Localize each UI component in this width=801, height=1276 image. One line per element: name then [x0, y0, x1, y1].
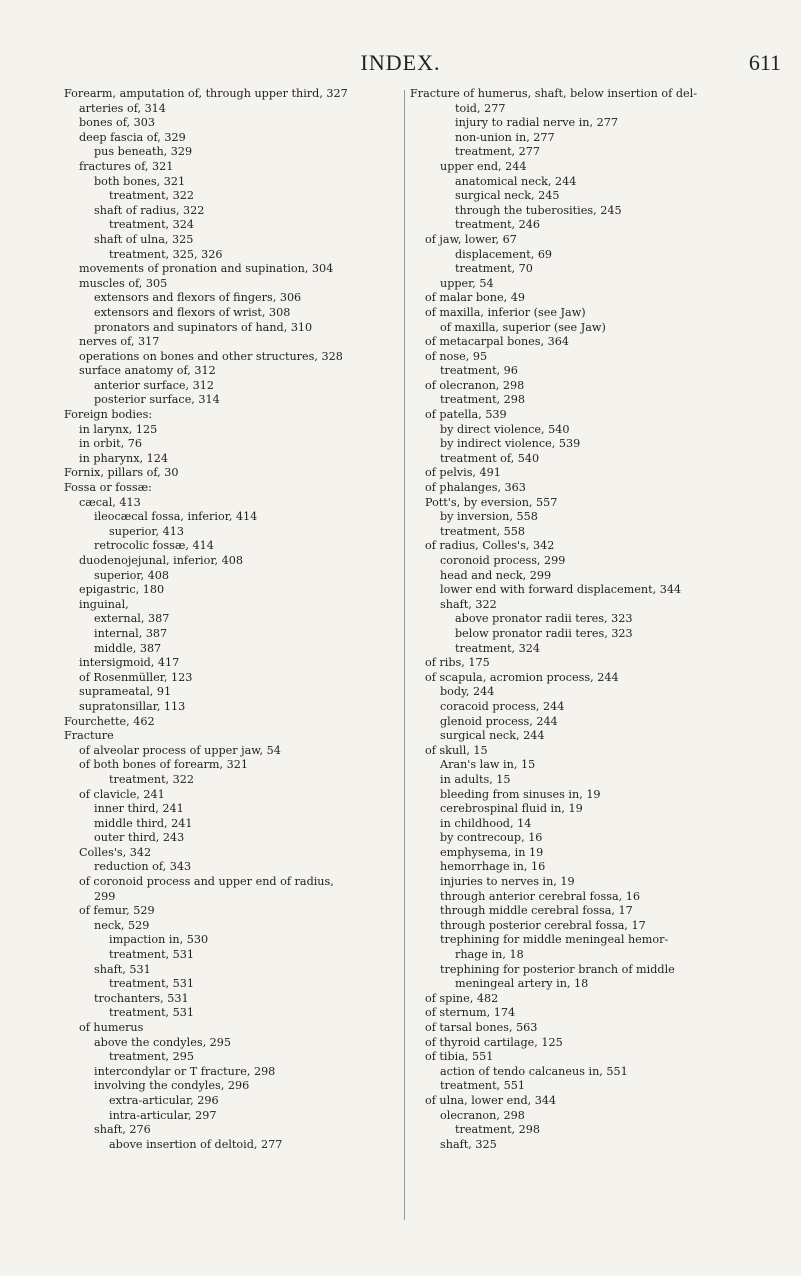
index-entry: Aran's law in, 15: [440, 758, 536, 772]
index-entry: of femur, 529: [79, 904, 155, 918]
index-entry: shaft, 325: [440, 1137, 497, 1151]
column-divider: [404, 90, 405, 1220]
index-entry: supratonsillar, 113: [79, 699, 186, 713]
index-entry: coracoid process, 244: [440, 699, 565, 713]
index-entry: action of tendo calcaneus in, 551: [440, 1064, 628, 1078]
index-entry: nerves of, 317: [79, 335, 160, 349]
index-entry: bleeding from sinuses in, 19: [440, 787, 601, 801]
index-entry: fractures of, 321: [79, 159, 174, 173]
index-entry: of both bones of forearm, 321: [79, 758, 248, 772]
index-entry: through middle cerebral fossa, 17: [440, 904, 633, 918]
index-entry: treatment, 324: [455, 641, 541, 655]
index-entry: posterior surface, 314: [94, 393, 220, 407]
index-column-right: [410, 87, 796, 1152]
index-entry: arteries of, 314: [79, 101, 166, 115]
index-entry: internal, 387: [94, 626, 168, 640]
index-entry: both bones, 321: [94, 174, 186, 188]
index-entry: intra-articular, 297: [109, 1108, 217, 1122]
index-entry: superior, 413: [109, 524, 184, 538]
index-entry: by indirect violence, 539: [440, 437, 581, 451]
index-entry: of sternum, 174: [425, 1006, 516, 1020]
index-entry: retrocolic fossæ, 414: [94, 539, 214, 553]
index-entry: surgical neck, 245: [455, 189, 560, 203]
index-entry: of spine, 482: [425, 991, 499, 1005]
index-entry: hemorrhage in, 16: [440, 860, 546, 874]
index-entry: of thyroid cartilage, 125: [425, 1035, 563, 1049]
index-entry: trephining for posterior branch of middle: [440, 962, 675, 976]
index-entry: Fornix, pillars of, 30: [64, 466, 179, 480]
index-entry: by direct violence, 540: [440, 422, 570, 436]
index-entry: reduction of, 343: [94, 860, 192, 874]
index-entry: suprameatal, 91: [79, 685, 172, 699]
index-entry: impaction in, 530: [109, 933, 209, 947]
index-entry: olecranon, 298: [440, 1108, 525, 1122]
index-entry: shaft, 322: [440, 597, 497, 611]
index-entry: Fracture of humerus, shaft, below insertion of del-: [410, 87, 697, 100]
index-entry: treatment, 322: [109, 189, 195, 203]
index-entry: by contrecoup, 16: [440, 831, 543, 845]
page-number: 611: [748, 50, 781, 75]
index-entry: external, 387: [94, 612, 170, 626]
index-entry: through posterior cerebral fossa, 17: [440, 918, 646, 932]
index-entry: of olecranon, 298: [425, 378, 525, 392]
index-entry: muscles of, 305: [79, 276, 168, 290]
index-entry: neck, 529: [94, 918, 150, 932]
index-entry: treatment, 295: [109, 1050, 195, 1064]
index-entry: treatment, 298: [455, 1123, 541, 1137]
index-entry: shaft of radius, 322: [94, 203, 205, 217]
index-entry: extensors and flexors of fingers, 306: [94, 291, 302, 305]
index-entry: shaft of ulna, 325: [94, 232, 194, 246]
index-entry: of malar bone, 49: [425, 291, 525, 305]
index-entry: non-union in, 277: [455, 130, 555, 144]
index-entry: in pharynx, 124: [79, 451, 169, 465]
index-entry: toid, 277: [455, 101, 506, 115]
index-entry: of maxilla, inferior (see Jaw): [425, 305, 586, 319]
index-entry: trochanters, 531: [94, 991, 189, 1005]
index-entry: outer third, 243: [94, 831, 185, 845]
index-entry: anterior surface, 312: [94, 378, 215, 392]
index-entry: head and neck, 299: [440, 568, 552, 582]
index-entry: treatment, 324: [109, 218, 195, 232]
index-entry: treatment, 96: [440, 364, 518, 378]
index-entry: Fracture: [64, 729, 114, 743]
index-entry: inguinal,: [79, 597, 129, 611]
index-entry: treatment, 246: [455, 218, 541, 232]
index-entry: intercondylar or T fracture, 298: [94, 1064, 276, 1078]
index-entry: Fourchette, 462: [64, 714, 155, 728]
index-entry: treatment, 531: [109, 948, 195, 962]
index-entry: treatment, 558: [440, 524, 526, 538]
index-entry: of metacarpal bones, 364: [425, 335, 570, 349]
index-entry: movements of pronation and supination, 304: [79, 262, 334, 276]
index-entry: surface anatomy of, 312: [79, 364, 216, 378]
index-entry: cerebrospinal fluid in, 19: [440, 802, 583, 816]
index-entry: Pott's, by eversion, 557: [425, 495, 558, 509]
index-entry: 299: [94, 889, 116, 903]
index-entry: of scapula, acromion process, 244: [425, 670, 619, 684]
index-entry: displacement, 69: [455, 247, 553, 261]
index-entry: in adults, 15: [440, 772, 511, 786]
index-entry: of humerus: [79, 1021, 144, 1034]
index-entry: injuries to nerves in, 19: [440, 875, 575, 889]
index-entry: meningeal artery in, 18: [455, 977, 589, 991]
index-entry: inner third, 241: [94, 802, 184, 816]
index-entry: of clavicle, 241: [79, 787, 165, 801]
index-entry: anatomical neck, 244: [455, 174, 577, 188]
index-entry: surgical neck, 244: [440, 729, 545, 743]
page-title: INDEX.: [360, 50, 441, 75]
index-entry: in larynx, 125: [79, 422, 158, 436]
index-entry: above pronator radii teres, 323: [455, 612, 633, 626]
index-entry: of maxilla, superior (see Jaw): [440, 320, 606, 334]
index-entry: emphysema, in 19: [440, 845, 544, 859]
index-entry: rhage in, 18: [455, 948, 524, 962]
index-entry: of radius, Colles's, 342: [425, 539, 555, 553]
index-entry: treatment, 531: [109, 1006, 195, 1020]
index-entry: glenoid process, 244: [440, 714, 558, 728]
index-entry: treatment, 70: [455, 262, 533, 276]
index-entry: duodenojejunal, inferior, 408: [79, 554, 243, 567]
index-entry: treatment, 298: [440, 393, 526, 407]
index-entry: injury to radial nerve in, 277: [455, 116, 618, 130]
index-entry: in childhood, 14: [440, 816, 532, 830]
index-entry: of ribs, 175: [425, 656, 490, 670]
index-entry: in orbit, 76: [79, 437, 143, 451]
index-entry: middle third, 241: [94, 816, 193, 830]
index-entry: of Rosenmüller, 123: [79, 670, 193, 684]
index-entry: below pronator radii teres, 323: [455, 626, 633, 640]
index-entry: body, 244: [440, 685, 495, 699]
index-entry: through anterior cerebral fossa, 16: [440, 889, 641, 903]
index-entry: extensors and flexors of wrist, 308: [94, 305, 291, 319]
index-entry: of coronoid process and upper end of radius,: [79, 875, 334, 889]
index-entry: through the tuberosities, 245: [455, 203, 622, 217]
index-entry: of nose, 95: [425, 349, 488, 363]
index-entry: Colles's, 342: [79, 845, 152, 859]
index-entry: epigastric, 180: [79, 583, 165, 597]
index-entry: involving the condyles, 296: [94, 1079, 250, 1093]
index-entry: of ulna, lower end, 344: [425, 1093, 557, 1107]
index-entry: Forearm, amputation of, through upper third, 327: [64, 87, 348, 100]
index-entry: treatment, 325, 326: [109, 247, 223, 261]
index-entry: of pelvis, 491: [425, 466, 501, 480]
index-entry: shaft, 531: [94, 962, 151, 976]
index-entry: treatment, 277: [455, 145, 541, 159]
index-entry: treatment, 531: [109, 977, 195, 991]
index-entry: extra-articular, 296: [109, 1093, 219, 1107]
index-entry: ileocæcal fossa, inferior, 414: [94, 510, 258, 524]
index-entry: treatment, 322: [109, 772, 195, 786]
index-entry: above the condyles, 295: [94, 1035, 232, 1049]
index-entry: of patella, 539: [425, 408, 507, 422]
index-entry: coronoid process, 299: [440, 554, 566, 567]
index-entry: upper, 54: [440, 276, 494, 290]
index-entry: Fossa or fossæ:: [64, 481, 152, 495]
index-entry: shaft, 276: [94, 1123, 151, 1137]
index-entry: lower end with forward displacement, 344: [440, 583, 682, 597]
index-entry: of phalanges, 363: [425, 481, 526, 495]
index-entry: bones of, 303: [79, 116, 155, 130]
index-entry: of alveolar process of upper jaw, 54: [79, 743, 281, 757]
index-entry: of skull, 15: [425, 743, 488, 757]
index-entry: pus beneath, 329: [94, 145, 193, 159]
index-entry: pronators and supinators of hand, 310: [94, 320, 313, 334]
index-entry: of tarsal bones, 563: [425, 1021, 538, 1034]
index-entry: intersigmoid, 417: [79, 656, 180, 670]
index-entry: trephining for middle meningeal hemor-: [440, 933, 669, 947]
index-entry: by inversion, 558: [440, 510, 538, 524]
index-entry: of tibia, 551: [425, 1050, 494, 1064]
index-entry: of jaw, lower, 67: [425, 232, 517, 246]
index-entry: deep fascia of, 329: [79, 130, 186, 144]
index-entry: middle, 387: [94, 641, 162, 655]
index-entry: treatment, 551: [440, 1079, 526, 1093]
index-entry: cæcal, 413: [79, 495, 141, 509]
index-entry: above insertion of deltoid, 277: [109, 1137, 283, 1151]
index-entry: upper end, 244: [440, 159, 527, 173]
index-entry: operations on bones and other structures, 328: [79, 349, 343, 363]
page-header: [0, 50, 801, 80]
index-entry: superior, 408: [94, 568, 169, 582]
index-entry: Foreign bodies:: [64, 408, 153, 422]
index-entry: treatment of, 540: [440, 451, 540, 465]
index-column-left: [64, 87, 404, 1152]
